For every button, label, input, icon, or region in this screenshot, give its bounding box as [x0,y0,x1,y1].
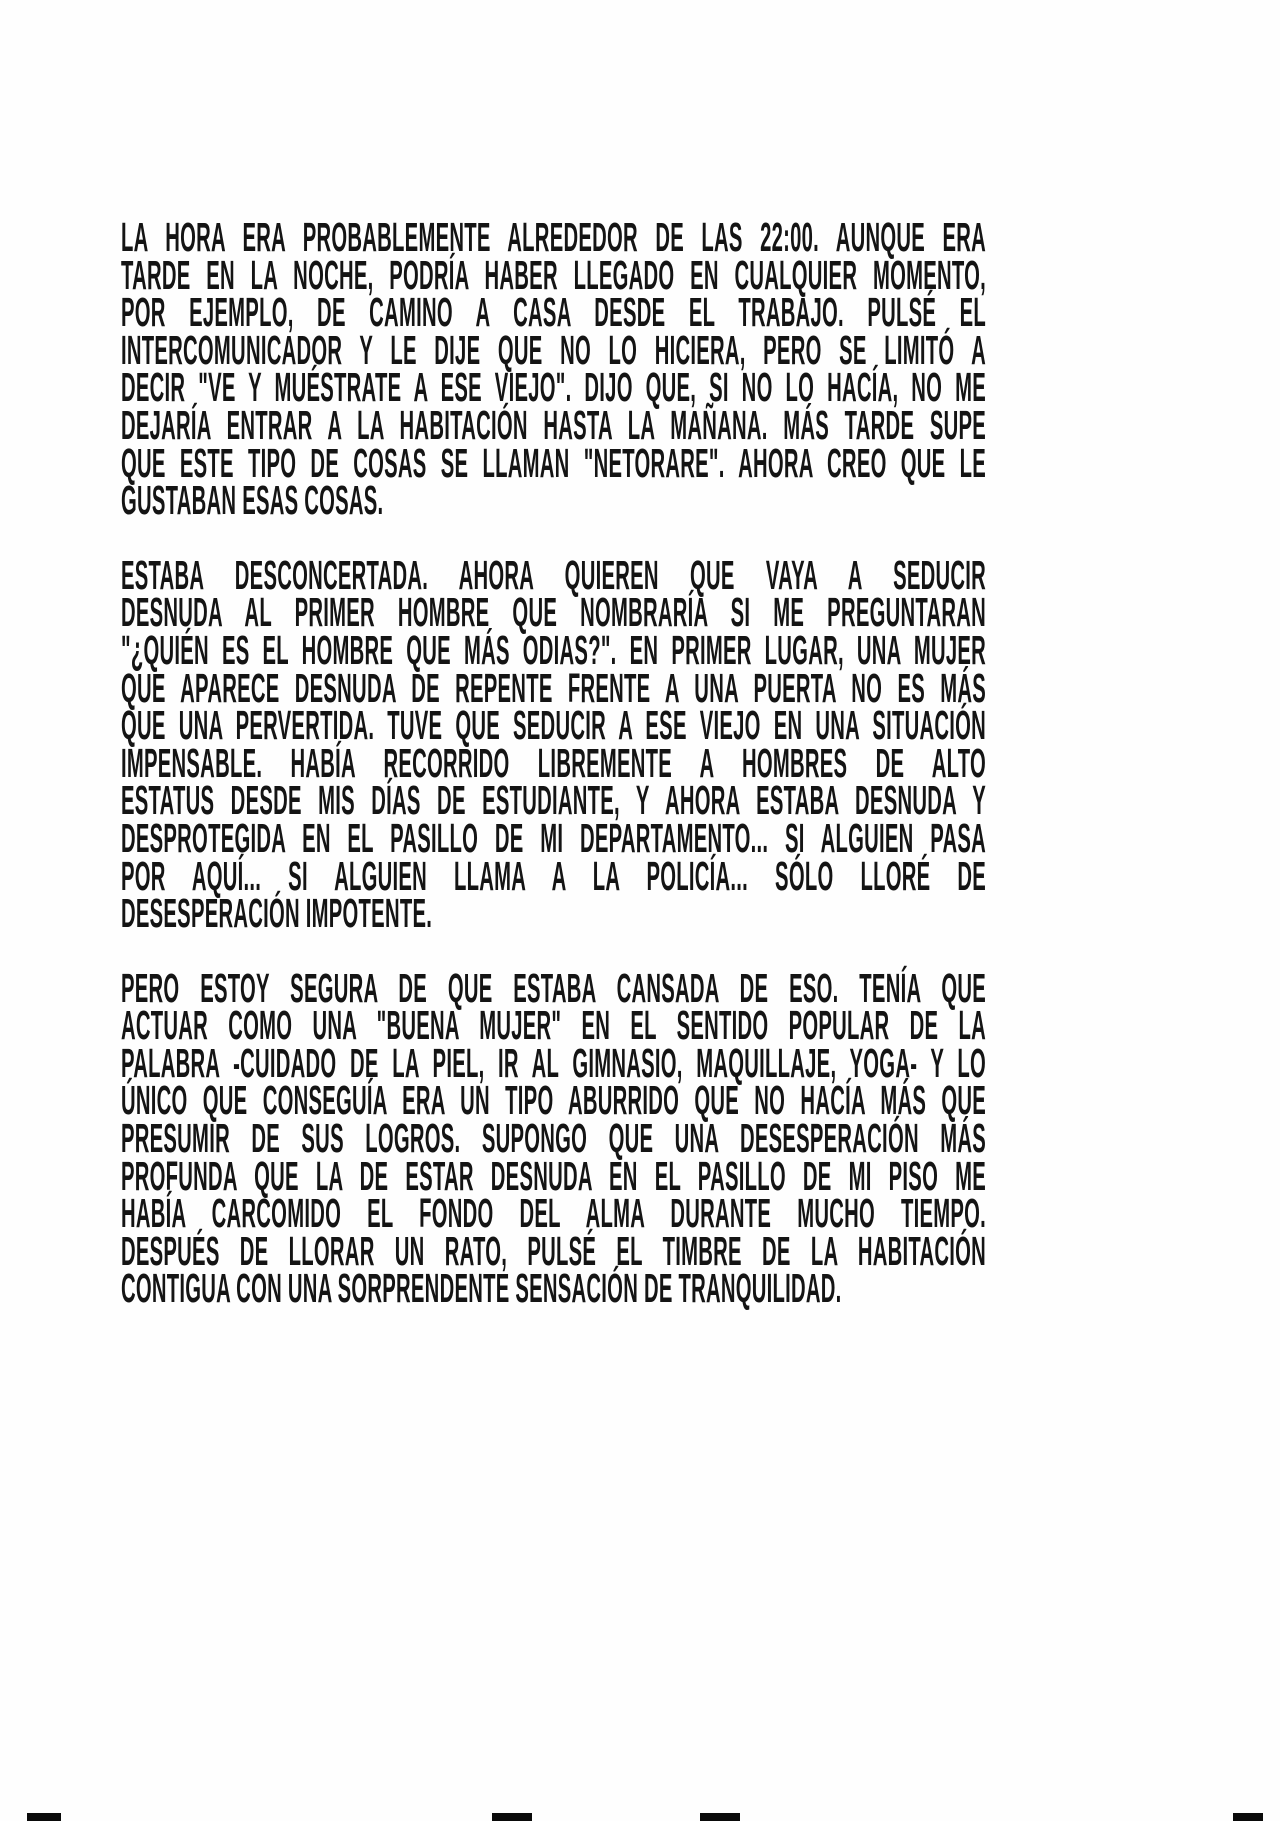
text-line: DESNUDA AL PRIMER HOMBRE QUE NOMBRARÍA SI ME PREGUNTARAN [121,589,987,636]
scan-artifact-mark [700,1813,740,1821]
text-line: ACTUAR COMO UNA "BUENA MUJER" EN EL SENTIDO POPULAR DE LA [121,1002,987,1049]
scan-artifact-mark [1233,1813,1263,1821]
text-line: PERO ESTOY SEGURA DE QUE ESTABA CANSADA DE ESO. TENÍA QUE [121,964,987,1011]
text-line: HABÍA CARCOMIDO EL FONDO DEL ALMA DURANTE MUCHO TIEMPO. [121,1190,987,1237]
paragraph [121,214,987,524]
scan-artifact-mark [27,1813,61,1821]
text-line: ESTATUS DESDE MIS DÍAS DE ESTUDIANTE, Y AHORA ESTABA DESNUDA Y [121,777,987,824]
text-line: GUSTABAN ESAS COSAS. [121,477,384,524]
text-line: DESESPERACIÓN IMPOTENTE. [121,890,433,937]
text-line: PROFUNDA QUE LA DE ESTAR DESNUDA EN EL PASILLO DE MI PISO ME [121,1152,987,1199]
text-line: DEJARÍA ENTRAR A LA HABITACIÓN HASTA LA MAÑANA. MÁS TARDE SUPE [121,401,987,448]
text-line: DECIR "VE Y MUÉSTRATE A ESE VIEJO". DIJO QUE, SI NO LO HACÍA, NO ME [121,364,987,411]
text-line: QUE APARECE DESNUDA DE REPENTE FRENTE A UNA PUERTA NO ES MÁS [121,664,987,711]
paragraph [121,964,987,1312]
text-line: PRESUMIR DE SUS LOGROS. SUPONGO QUE UNA DESESPERACIÓN MÁS [121,1115,987,1162]
text-line: ESTABA DESCONCERTADA. AHORA QUIEREN QUE VAYA A SEDUCIR [121,551,987,598]
text-line: POR EJEMPLO, DE CAMINO A CASA DESDE EL TRABAJO. PULSÉ EL [121,289,987,336]
text-line: ÚNICO QUE CONSEGUÍA ERA UN TIPO ABURRIDO QUE NO HACÍA MÁS QUE [121,1077,987,1124]
text-line: IMPENSABLE. HABÍA RECORRIDO LIBREMENTE A HOMBRES DE ALTO [121,739,987,786]
text-line: QUE UNA PERVERTIDA. TUVE QUE SEDUCIR A ESE VIEJO EN UNA SITUACIÓN [121,702,987,749]
text-line: "¿QUIÉN ES EL HOMBRE QUE MÁS ODIAS?". EN PRIMER LUGAR, UNA MUJER [121,626,987,673]
text-line: DESPROTEGIDA EN EL PASILLO DE MI DEPARTAMENTO... SI ALGUIEN PASA [121,814,987,861]
text-line: INTERCOMUNICADOR Y LE DIJE QUE NO LO HICIERA, PERO SE LIMITÓ A [121,326,987,373]
text-line: QUE ESTE TIPO DE COSAS SE LLAMAN "NETORARE". AHORA CREO QUE LE [121,439,987,486]
paragraph [121,551,987,937]
text-line: TARDE EN LA NOCHE, PODRÍA HABER LLEGADO EN CUALQUIER MOMENTO, [121,251,987,298]
text-block-inner [121,214,987,1312]
text-line: LA HORA ERA PROBABLEMENTE ALREDEDOR DE LAS 22:00. AUNQUE ERA [121,214,987,260]
text-line: POR AQUÍ... SI ALGUIEN LLAMA A LA POLICÍA... SÓLO LLORÉ DE [121,852,987,899]
text-line: DESPUÉS DE LLORAR UN RATO, PULSÉ EL TIMBRE DE LA HABITACIÓN [121,1227,987,1274]
text-block [121,214,987,1312]
scan-artifact-mark [492,1813,532,1821]
text-line: CONTIGUA CON UNA SORPRENDENTE SENSACIÓN DE TRANQUILIDAD. [121,1265,842,1312]
text-line: PALABRA -CUIDADO DE LA PIEL, IR AL GIMNASIO, MAQUILLAJE, YOGA- Y LO [121,1039,987,1086]
